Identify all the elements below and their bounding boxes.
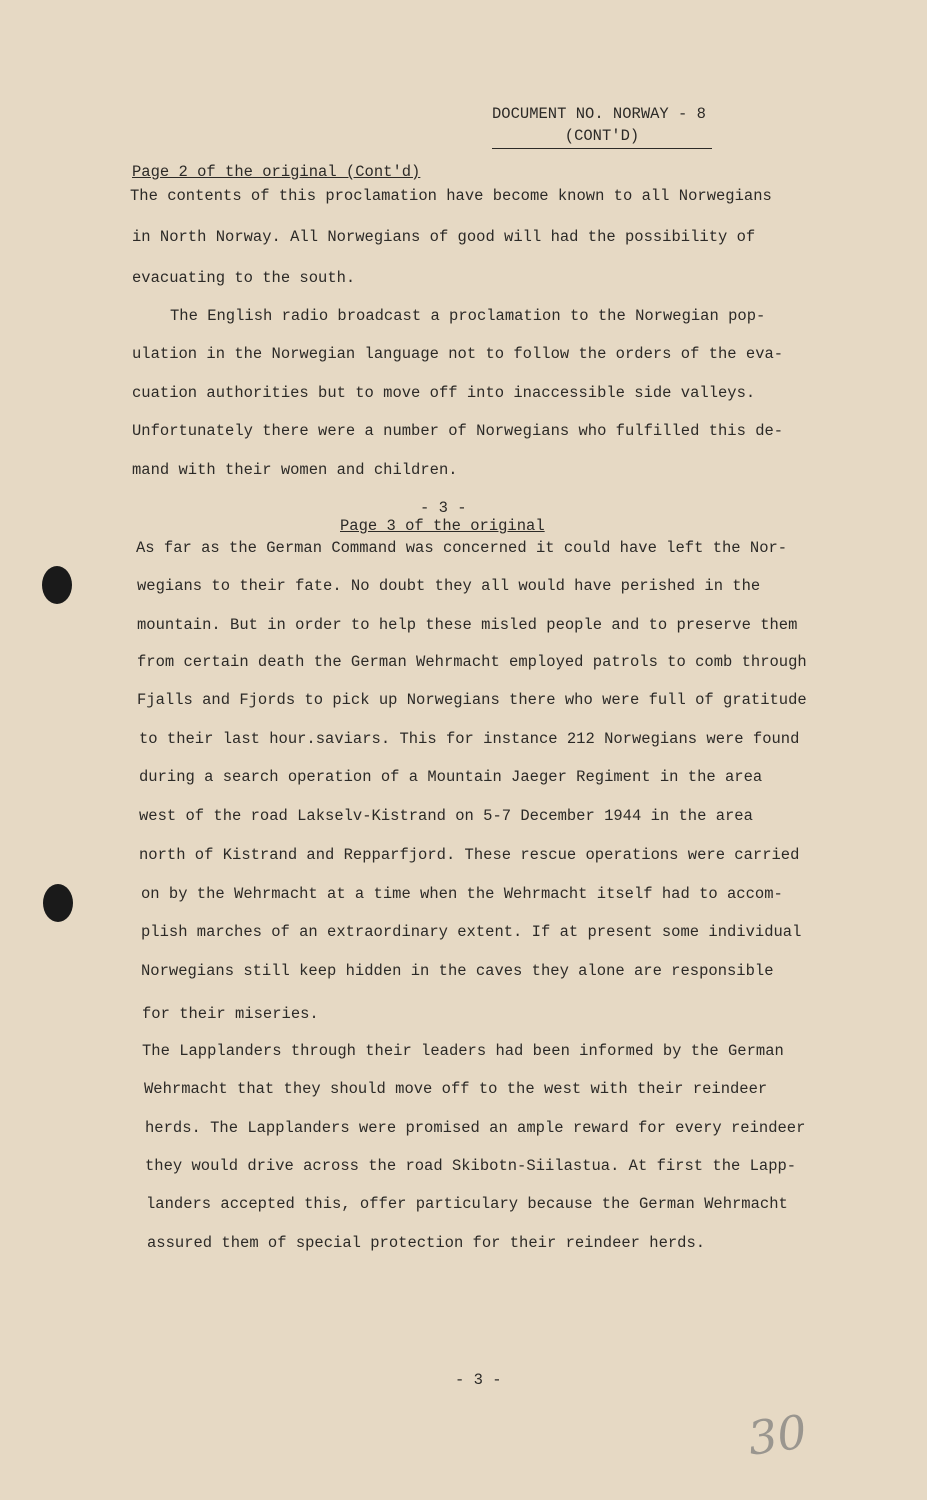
text-line: As far as the German Command was concerned it could have left the Nor-	[136, 539, 788, 557]
document-continued: (CONT'D)	[492, 125, 712, 149]
text-line: they would drive across the road Skibotn-Siilastua. At first the Lapp-	[145, 1157, 797, 1175]
text-line: for their miseries.	[142, 1005, 319, 1023]
text-line: Wehrmacht that they should move off to the west with their reindeer	[144, 1080, 768, 1098]
section2-heading: Page 3 of the original	[340, 517, 545, 535]
text-line: mand with their women and children.	[132, 461, 458, 479]
text-line: wegians to their fate. No doubt they all would have perished in the	[137, 577, 761, 595]
text-line: during a search operation of a Mountain Jaeger Regiment in the area	[139, 768, 763, 786]
text-line: ulation in the Norwegian language not to follow the orders of the eva-	[132, 345, 784, 363]
text-line: on by the Wehrmacht at a time when the Wehrmacht itself had to accom-	[141, 885, 783, 903]
text-line: to their last hour.saviars. This for instance 212 Norwegians were found	[139, 730, 800, 748]
punch-hole-top	[42, 566, 72, 604]
document-header	[492, 103, 722, 149]
text-line: Fjalls and Fjords to pick up Norwegians there who were full of gratitude	[137, 691, 807, 709]
text-line: in North Norway. All Norwegians of good will had the possibility of	[132, 228, 756, 246]
text-line: plish marches of an extraordinary extent. If at present some individual	[141, 923, 802, 941]
text-line: The English radio broadcast a proclamation to the Norwegian pop-	[170, 307, 766, 325]
text-line: assured them of special protection for their reindeer herds.	[147, 1234, 706, 1252]
text-line: The contents of this proclamation have become known to all Norwegians	[130, 187, 772, 205]
text-line: mountain. But in order to help these misled people and to preserve them	[137, 616, 798, 634]
text-line: cuation authorities but to move off into inaccessible side valleys.	[132, 384, 756, 402]
text-line: Unfortunately there were a number of Norwegians who fulfilled this de-	[132, 422, 784, 440]
text-line: from certain death the German Wehrmacht employed patrols to comb through	[137, 653, 807, 671]
text-line: evacuating to the south.	[132, 269, 356, 287]
section1-heading: Page 2 of the original (Cont'd)	[132, 163, 421, 181]
footer-page-number: - 3 -	[455, 1371, 502, 1389]
text-line: west of the road Lakselv-Kistrand on 5-7 December 1944 in the area	[139, 807, 753, 825]
document-number: DOCUMENT NO. NORWAY - 8	[492, 105, 706, 123]
text-line: north of Kistrand and Repparfjord. These rescue operations were carried	[139, 846, 800, 864]
text-line: herds. The Lapplanders were promised an ample reward for every reindeer	[145, 1119, 806, 1137]
punch-hole-bottom	[43, 884, 73, 922]
text-line: landers accepted this, offer particulary because the German Wehrmacht	[146, 1195, 788, 1213]
handwritten-page-number: 30	[744, 1404, 811, 1466]
text-line: The Lapplanders through their leaders had been informed by the German	[142, 1042, 784, 1060]
text-line: Norwegians still keep hidden in the caves they alone are responsible	[141, 962, 774, 980]
section2-page-marker: - 3 -	[420, 499, 467, 517]
